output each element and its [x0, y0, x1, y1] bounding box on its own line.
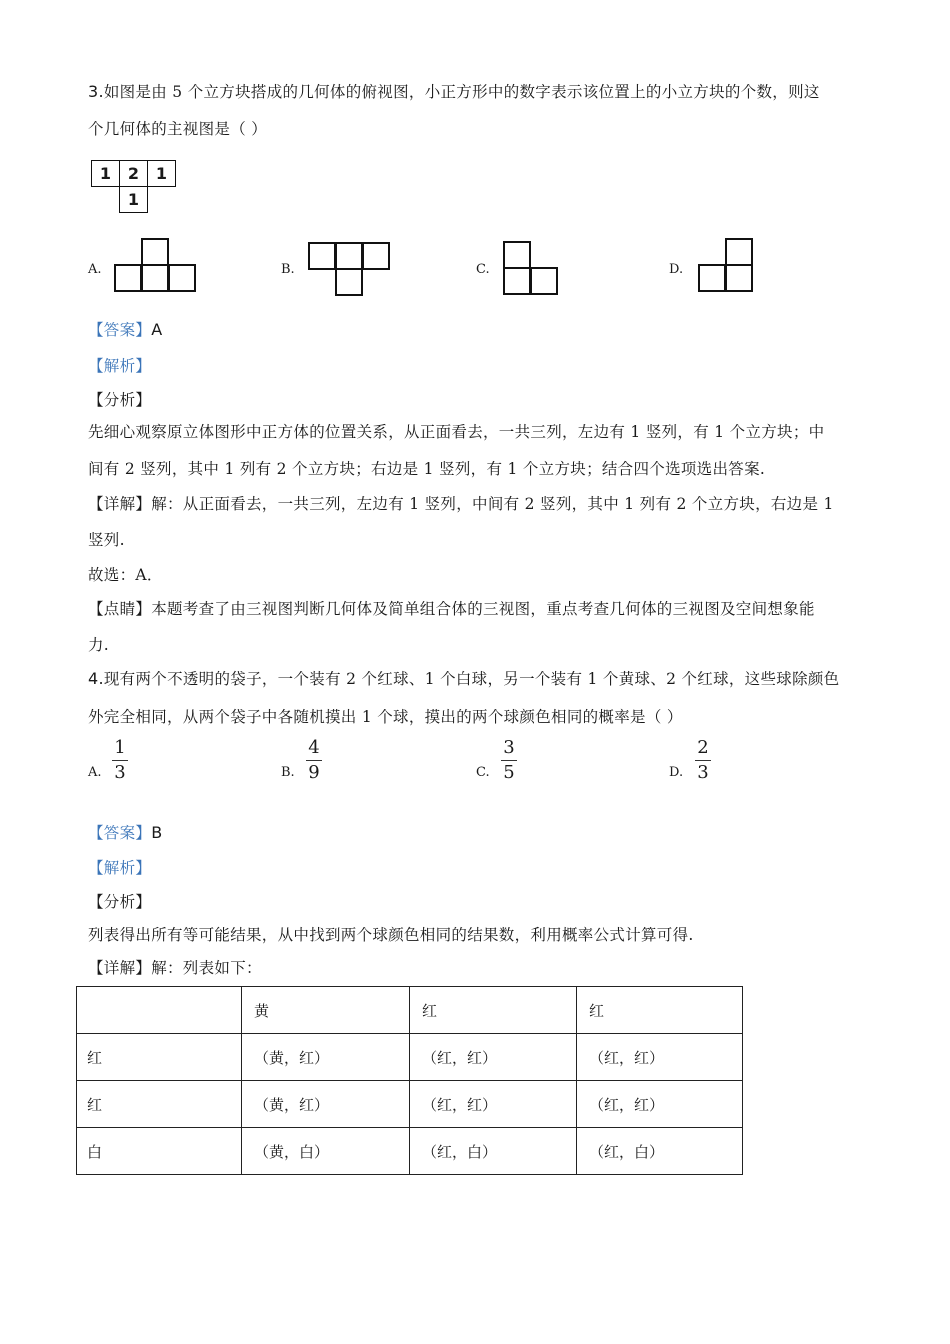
q3-detail-line2: 竖列. [88, 531, 125, 549]
table-cell: 红 [410, 987, 577, 1034]
q3-option-d-label: D. [669, 262, 684, 277]
q4-option-b-label: B. [281, 765, 295, 780]
q3-stem-line1 [88, 80, 820, 102]
q4-analysis-tag: 【解析】 [88, 859, 152, 877]
denominator: 3 [697, 762, 709, 783]
q4-option-a-label: A. [88, 765, 102, 780]
q4-option-c-fraction [499, 737, 519, 784]
q4-option-d-label: D. [669, 765, 684, 780]
table-cell: （红，白） [410, 1128, 577, 1175]
table-cell: （黄，白） [242, 1128, 410, 1175]
q4-option-c-label: C. [476, 765, 490, 780]
q3-stem-text1: 如图是由 5 个立方块搭成的几何体的俯视图，小正方形中的数字表示该位置上的小立方块的个数，则这 [103, 83, 820, 101]
q4-fenxi-tag: 【分析】 [88, 893, 152, 911]
q4-option-b-fraction [304, 737, 324, 784]
q3-option-b-label: B. [281, 262, 295, 277]
q3-option-a-label: A. [88, 262, 102, 277]
table-cell: （红，红） [410, 1034, 577, 1081]
detail-tag: 【详解】 [88, 959, 152, 977]
numerator: 3 [503, 737, 515, 758]
q3-comment-line2: 力. [88, 636, 110, 654]
table-cell: （红，红） [577, 1034, 743, 1081]
table-header-row [77, 987, 743, 1034]
numerator: 1 [114, 737, 126, 758]
q3-analysis-tag: 【解析】 [88, 357, 152, 375]
denominator: 5 [503, 762, 515, 783]
probability-table [76, 986, 743, 1175]
q4-stem-line2: 外完全相同，从两个袋子中各随机摸出 1 个球，摸出的两个球颜色相同的概率是（ ） [88, 708, 683, 726]
grid-cell: 1 [147, 160, 176, 187]
q3-fenxi-line1: 先细心观察原立体图形中正方体的位置关系，从正面看去，一共三列，左边有 1 竖列，有 1 个立方块；中 [88, 423, 825, 441]
denominator: 3 [114, 762, 126, 783]
q4-number: 4. [88, 669, 104, 688]
table-row [77, 1034, 743, 1081]
q4-option-a-fraction [110, 737, 130, 784]
table-cell: （红，红） [577, 1081, 743, 1128]
numerator: 4 [308, 737, 320, 758]
q3-fenxi-tag: 【分析】 [88, 391, 152, 409]
table-cell: 红 [77, 1034, 242, 1081]
q4-detail-line1 [88, 956, 262, 978]
q4-fenxi-line1: 列表得出所有等可能结果，从中找到两个球颜色相同的结果数，利用概率公式计算可得. [88, 926, 694, 944]
table-cell: （红，红） [410, 1081, 577, 1128]
q3-answer [88, 318, 162, 340]
table-cell: 黄 [242, 987, 410, 1034]
table-cell: （红，白） [577, 1128, 743, 1175]
comment-text: 本题考查了由三视图判断几何体及简单组合体的三视图，重点考查几何体的三视图及空间想象能 [151, 600, 815, 618]
table-cell [77, 987, 242, 1034]
q3-fenxi-line2: 间有 2 竖列，其中 1 列有 2 个立方块；右边是 1 竖列，有 1 个立方块；结合四个选项选出答案. [88, 460, 766, 478]
q3-number: 3. [88, 82, 104, 101]
grid-cell: 2 [119, 160, 148, 187]
comment-tag: 【点睛】 [88, 600, 152, 618]
table-cell: （黄，红） [242, 1034, 410, 1081]
table-cell: 红 [577, 987, 743, 1034]
detail-text: 解：列表如下： [151, 959, 262, 977]
numerator: 2 [697, 737, 709, 758]
answer-tag: 【答案】 [88, 824, 152, 842]
q4-option-d-fraction [693, 737, 713, 784]
answer-value: A [151, 320, 163, 339]
table-row [77, 1128, 743, 1175]
q4-stem-text1: 现有两个不透明的袋子，一个装有 2 个红球、1 个白球，另一个装有 1 个黄球、2 个红球，这些球除颜色 [103, 670, 840, 688]
grid-cell: 1 [91, 160, 120, 187]
q4-stem-line1 [88, 667, 840, 689]
q3-comment-line1 [88, 597, 815, 619]
detail-text: 解：从正面看去，一共三列，左边有 1 竖列，中间有 2 竖列，其中 1 列有 2 个立方块，右边是 1 [151, 495, 834, 513]
denominator: 9 [308, 762, 320, 783]
grid-cell: 1 [119, 186, 148, 213]
answer-value: B [151, 823, 163, 842]
q3-detail-line1 [88, 492, 834, 514]
table-cell: 红 [77, 1081, 242, 1128]
q3-stem-line2: 个几何体的主视图是（ ） [88, 120, 268, 138]
answer-tag: 【答案】 [88, 321, 152, 339]
table-cell: 白 [77, 1128, 242, 1175]
q3-option-c-label: C. [476, 262, 490, 277]
q3-choose: 故选：A． [88, 566, 163, 584]
q4-answer [88, 821, 162, 843]
detail-tag: 【详解】 [88, 495, 152, 513]
table-row [77, 1081, 743, 1128]
table-cell: （黄，红） [242, 1081, 410, 1128]
